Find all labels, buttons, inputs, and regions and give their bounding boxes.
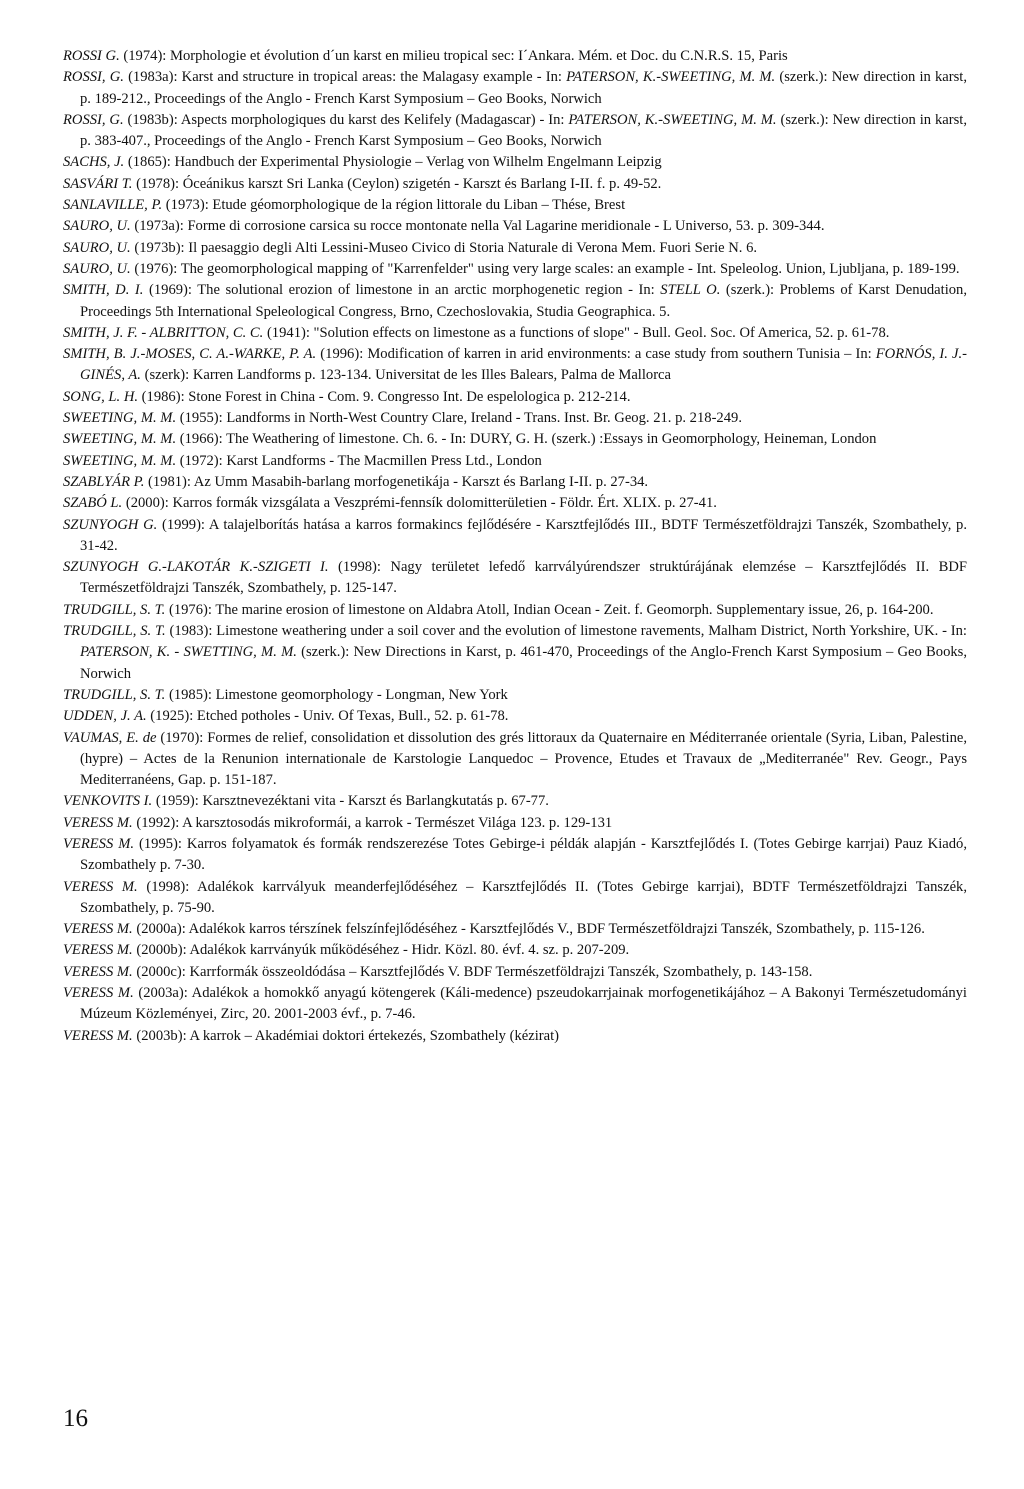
reference-author: VERESS M.	[63, 942, 133, 959]
reference-entry	[63, 472, 967, 493]
reference-entry	[63, 451, 967, 472]
reference-entry	[63, 706, 967, 727]
reference-author: ROSSI, G.	[63, 111, 124, 128]
reference-author: SWEETING, M. M.	[63, 410, 177, 427]
reference-author: VERESS M.	[63, 1027, 133, 1044]
reference-editors: PATERSON, K.-SWEETING, M. M.	[568, 111, 777, 128]
reference-entry	[63, 877, 967, 920]
reference-author: VENKOVITS I.	[63, 793, 153, 810]
reference-entry	[63, 195, 967, 216]
reference-author: ROSSI G.	[63, 48, 120, 64]
reference-author: SAURO, U.	[63, 239, 131, 256]
reference-text: (1959): Karsztnevezéktani vita - Karszt és Barlangkutatás p. 67-77.	[152, 793, 549, 810]
reference-tail: (szerk.): New direction in karst, p. 189-212., Proceedings of the Anglo - French Karst Symposium – Geo Books, Norwich	[80, 69, 968, 107]
reference-entry	[63, 940, 967, 961]
reference-text: (1976): The geomorphological mapping of "Karrenfelder" using very large scales: an example - Int. Speleolog. Union, Ljubljana, p. 189-199.	[130, 260, 960, 277]
reference-text: (1941): "Solution effects on limestone as a functions of slope" - Bull. Geol. Soc. Of America, 52. p. 61-78.	[263, 324, 890, 341]
reference-author: SMITH, D. I.	[63, 282, 144, 299]
reference-text: (2000a): Adalékok karros térszínek felszínfejlődéséhez - Karsztfejlődés V., BDF Természetföldrajzi Tanszék, Szombathely, p. 115-126.	[132, 921, 925, 938]
reference-text: (1999): A talajelborítás hatása a karros formakincs fejlődésére - Karsztfejlődés III., BDTF Természetföldrajzi Tanszék, Szombathely, p. 31-42.	[80, 516, 967, 554]
reference-entry	[63, 493, 967, 514]
reference-text: (1970): Formes de relief, consolidation et dissolution des grés littoraux da Quaternaire en Méditerranée orientale (Syria, Liban, Palestine, (hypre) – Actes de la Renunion internationale de Karstologie Lanquedoc – Provence, Etudes et Travaux de „Mediterranée" Rev. Geogr., Pays Mediterranéens, Gap. p. 151-187.	[80, 729, 968, 789]
reference-entry	[63, 791, 967, 812]
reference-author: ROSSI, G.	[63, 69, 124, 86]
reference-entry	[63, 46, 967, 67]
reference-text: (1986): Stone Forest in China - Com. 9. Congresso Int. De espelologica p. 212-214.	[138, 388, 631, 405]
reference-entry	[63, 238, 967, 259]
reference-author: SASVÁRI T.	[63, 175, 133, 192]
reference-author: VERESS M.	[63, 878, 138, 895]
reference-text: (1985): Limestone geomorphology - Longman, New York	[165, 686, 508, 703]
page-number: 16	[63, 1405, 88, 1432]
reference-text: (1983a): Karst and structure in tropical areas: the Malagasy example - In:	[123, 69, 567, 86]
reference-text: (2000): Karros formák vizsgálata a Veszprémi-fennsík dolomitterületien - Földr. Ért. XLIX. p. 27-41.	[122, 495, 717, 512]
reference-editors: STELL O.	[660, 282, 721, 299]
reference-text: (1865): Handbuch der Experimental Physiologie – Verlag von Wilhelm Engelmann Leipzig	[124, 154, 662, 171]
reference-entry	[63, 216, 967, 237]
reference-text: (2003a): Adalékok a homokkő anyagú kötengerek (Káli-medence) pszeudokarrjainak morfogenetikájához – A Bakonyi Természetudományi Múzeum Közleményei, Zirc, 20. 2001-2003 évf., p. 7-46.	[80, 985, 967, 1023]
reference-author: VERESS M.	[63, 814, 133, 831]
reference-text: (1983): Limestone weathering under a soil cover and the evolution of limestone ravements, Malham District, North Yorkshire, UK. - In:	[165, 623, 967, 640]
reference-tail: (szerk.): New direction in karst, p. 383-407., Proceedings of the Anglo - French Karst Symposium – Geo Books, Norwich	[80, 111, 967, 150]
reference-author: VERESS M.	[63, 985, 134, 1002]
reference-entry	[63, 152, 967, 173]
reference-text: (1974): Morphologie et évolution d´un karst en milieu tropical sec: I´Ankara. Mém. et Doc. du C.N.R.S. 15, Paris	[119, 48, 788, 64]
reference-entry	[63, 280, 967, 323]
reference-entry	[63, 813, 967, 834]
reference-author: SANLAVILLE, P.	[63, 197, 163, 214]
reference-author: TRUDGILL, S. T.	[63, 623, 166, 640]
reference-author: SZABLYÁR P.	[63, 473, 145, 490]
reference-text: (1973): Etude géomorphologique de la région littorale du Liban – Thése, Brest	[162, 197, 626, 214]
reference-author: SMITH, B. J.-MOSES, C. A.-WARKE, P. A.	[63, 346, 317, 363]
reference-text: (1966): The Weathering of limestone. Ch. 6. - In: DURY, G. H. (szerk.) :Essays in Geomorphology, Heineman, London	[176, 431, 877, 448]
reference-author: UDDEN, J. A.	[63, 708, 147, 725]
reference-text: (1972): Karst Landforms - The Macmillen Press Ltd., London	[176, 452, 542, 469]
reference-text: (1998): Adalékok karrvályuk meanderfejlődéséhez – Karsztfejlődés II. (Totes Gebirge karrjai), BDTF Természetföldrajzi Tanszék, Szombathely, p. 75-90.	[80, 878, 967, 916]
reference-text: (1973a): Forme di corrosione carsica su rocce montonate nella Val Lagarine meridionale - L Universo, 53. p. 309-344.	[130, 218, 825, 235]
reference-author: SWEETING, M. M.	[63, 452, 177, 469]
reference-entry	[63, 408, 967, 429]
reference-author: SZUNYOGH G.	[63, 516, 158, 533]
reference-entry	[63, 1026, 967, 1047]
reference-author: SAURO, U.	[63, 218, 131, 235]
reference-entry	[63, 600, 967, 621]
reference-author: SWEETING, M. M.	[63, 431, 177, 448]
reference-text: (1998): Nagy területet lefedő karrvályúrendszer struktúrájának elemzése – Karsztfejlődés II. BDF Természetföldrajzi Tanszék, Szombathely, p. 125-147.	[80, 559, 967, 597]
reference-entry	[63, 429, 967, 450]
reference-text: (1995): Karros folyamatok és formák rendszerezése Totes Gebirge-i példák alapján - Karsztfejlődés I. (Totes Gebirge karrjai) Pauz Kiadó, Szombathely p. 7-30.	[80, 835, 967, 874]
reference-tail: (szerk.): Problems of Karst Denudation, Proceedings 5th International Speleological Congress, Brno, Czechoslovakia, Studia Geographica. 5.	[80, 282, 967, 320]
reference-text: (1981): Az Umm Masabih-barlang morfogenetikája - Karszt és Barlang I-II. p. 27-34.	[144, 473, 649, 490]
reference-entry	[63, 685, 967, 706]
reference-text: (1978): Óceánikus karszt Sri Lanka (Ceylon) szigetén - Karszt és Barlang I-II. f. p. 49-52.	[132, 175, 662, 192]
reference-entry	[63, 728, 967, 792]
reference-text: (1996): Modification of karren in arid environments: a case study from southern Tunisia – In:	[316, 346, 876, 363]
reference-editors: PATERSON, K.-SWEETING, M. M.	[566, 69, 776, 86]
reference-tail: (szerk): Karren Landforms p. 123-134. Universitat de les Illes Balears, Palma de Mallorca	[140, 367, 672, 384]
reference-entry	[63, 834, 967, 877]
reference-author: VAUMAS, E. de	[63, 729, 157, 746]
reference-author: SACHS, J.	[63, 154, 125, 171]
reference-author: VERESS M.	[63, 963, 133, 980]
reference-entry	[63, 387, 967, 408]
reference-editors: PATERSON, K. - SWETTING, M. M.	[80, 644, 297, 661]
reference-text: (2000b): Adalékok karrványúk működéséhez - Hidr. Közl. 80. évf. 4. sz. p. 207-209.	[132, 942, 630, 959]
reference-entry	[63, 110, 967, 153]
reference-tail: (szerk.): New Directions in Karst, p. 461-470, Proceedings of the Anglo-French Karst Symposium – Geo Books, Norwich	[80, 644, 967, 682]
reference-entry	[63, 557, 967, 600]
reference-author: TRUDGILL, S. T.	[63, 601, 166, 618]
reference-entry	[63, 962, 967, 983]
reference-text: (1973b): Il paesaggio degli Alti Lessini-Museo Civico di Storia Naturale di Verona Mem. Fuori Serie N. 6.	[130, 239, 758, 256]
reference-entry	[63, 919, 967, 940]
reference-author: TRUDGILL, S. T.	[63, 686, 166, 703]
reference-editors: FORNÓS, I. J.-GINÉS, A.	[80, 346, 967, 384]
reference-entry	[63, 259, 967, 280]
reference-text: (1976): The marine erosion of limestone on Aldabra Atoll, Indian Ocean - Zeit. f. Geomorph. Supplementary issue, 26, p. 164-200.	[165, 601, 934, 618]
reference-entry	[63, 344, 967, 387]
reference-entry	[63, 621, 967, 685]
reference-text: (1969): The solutional erozion of limestone in an arctic morphogenetic region - In:	[143, 282, 661, 299]
reference-author: SMITH, J. F. - ALBRITTON, C. C.	[63, 324, 264, 341]
reference-author: VERESS M.	[63, 921, 133, 938]
reference-entry	[63, 983, 967, 1026]
reference-author: SZABÓ L.	[63, 495, 123, 512]
reference-author: SONG, L. H.	[63, 388, 139, 405]
reference-entry	[63, 174, 967, 195]
reference-author: VERESS M.	[63, 835, 135, 852]
reference-entry	[63, 67, 967, 110]
reference-text: (1992): A karsztosodás mikroformái, a karrok - Természet Világa 123. p. 129-131	[132, 814, 613, 831]
reference-author: SZUNYOGH G.-LAKOTÁR K.-SZIGETI I.	[63, 559, 329, 576]
reference-text: (2003b): A karrok – Akadémiai doktori értekezés, Szombathely (kézirat)	[132, 1027, 560, 1044]
reference-entry	[63, 323, 967, 344]
reference-text: (1983b): Aspects morphologiques du karst des Kelifely (Madagascar) - In:	[123, 111, 569, 128]
reference-text: (2000c): Karrformák összeoldódása – Karsztfejlődés V. BDF Természetföldrajzi Tanszék, Szombathely, p. 143-158.	[132, 963, 813, 980]
reference-entry	[63, 515, 967, 558]
reference-list	[63, 46, 967, 1047]
reference-text: (1925): Etched potholes - Univ. Of Texas, Bull., 52. p. 61-78.	[146, 708, 509, 725]
reference-text: (1955): Landforms in North-West Country Clare, Ireland - Trans. Inst. Br. Geog. 21. p. 218-249.	[176, 410, 742, 427]
reference-author: SAURO, U.	[63, 260, 131, 277]
